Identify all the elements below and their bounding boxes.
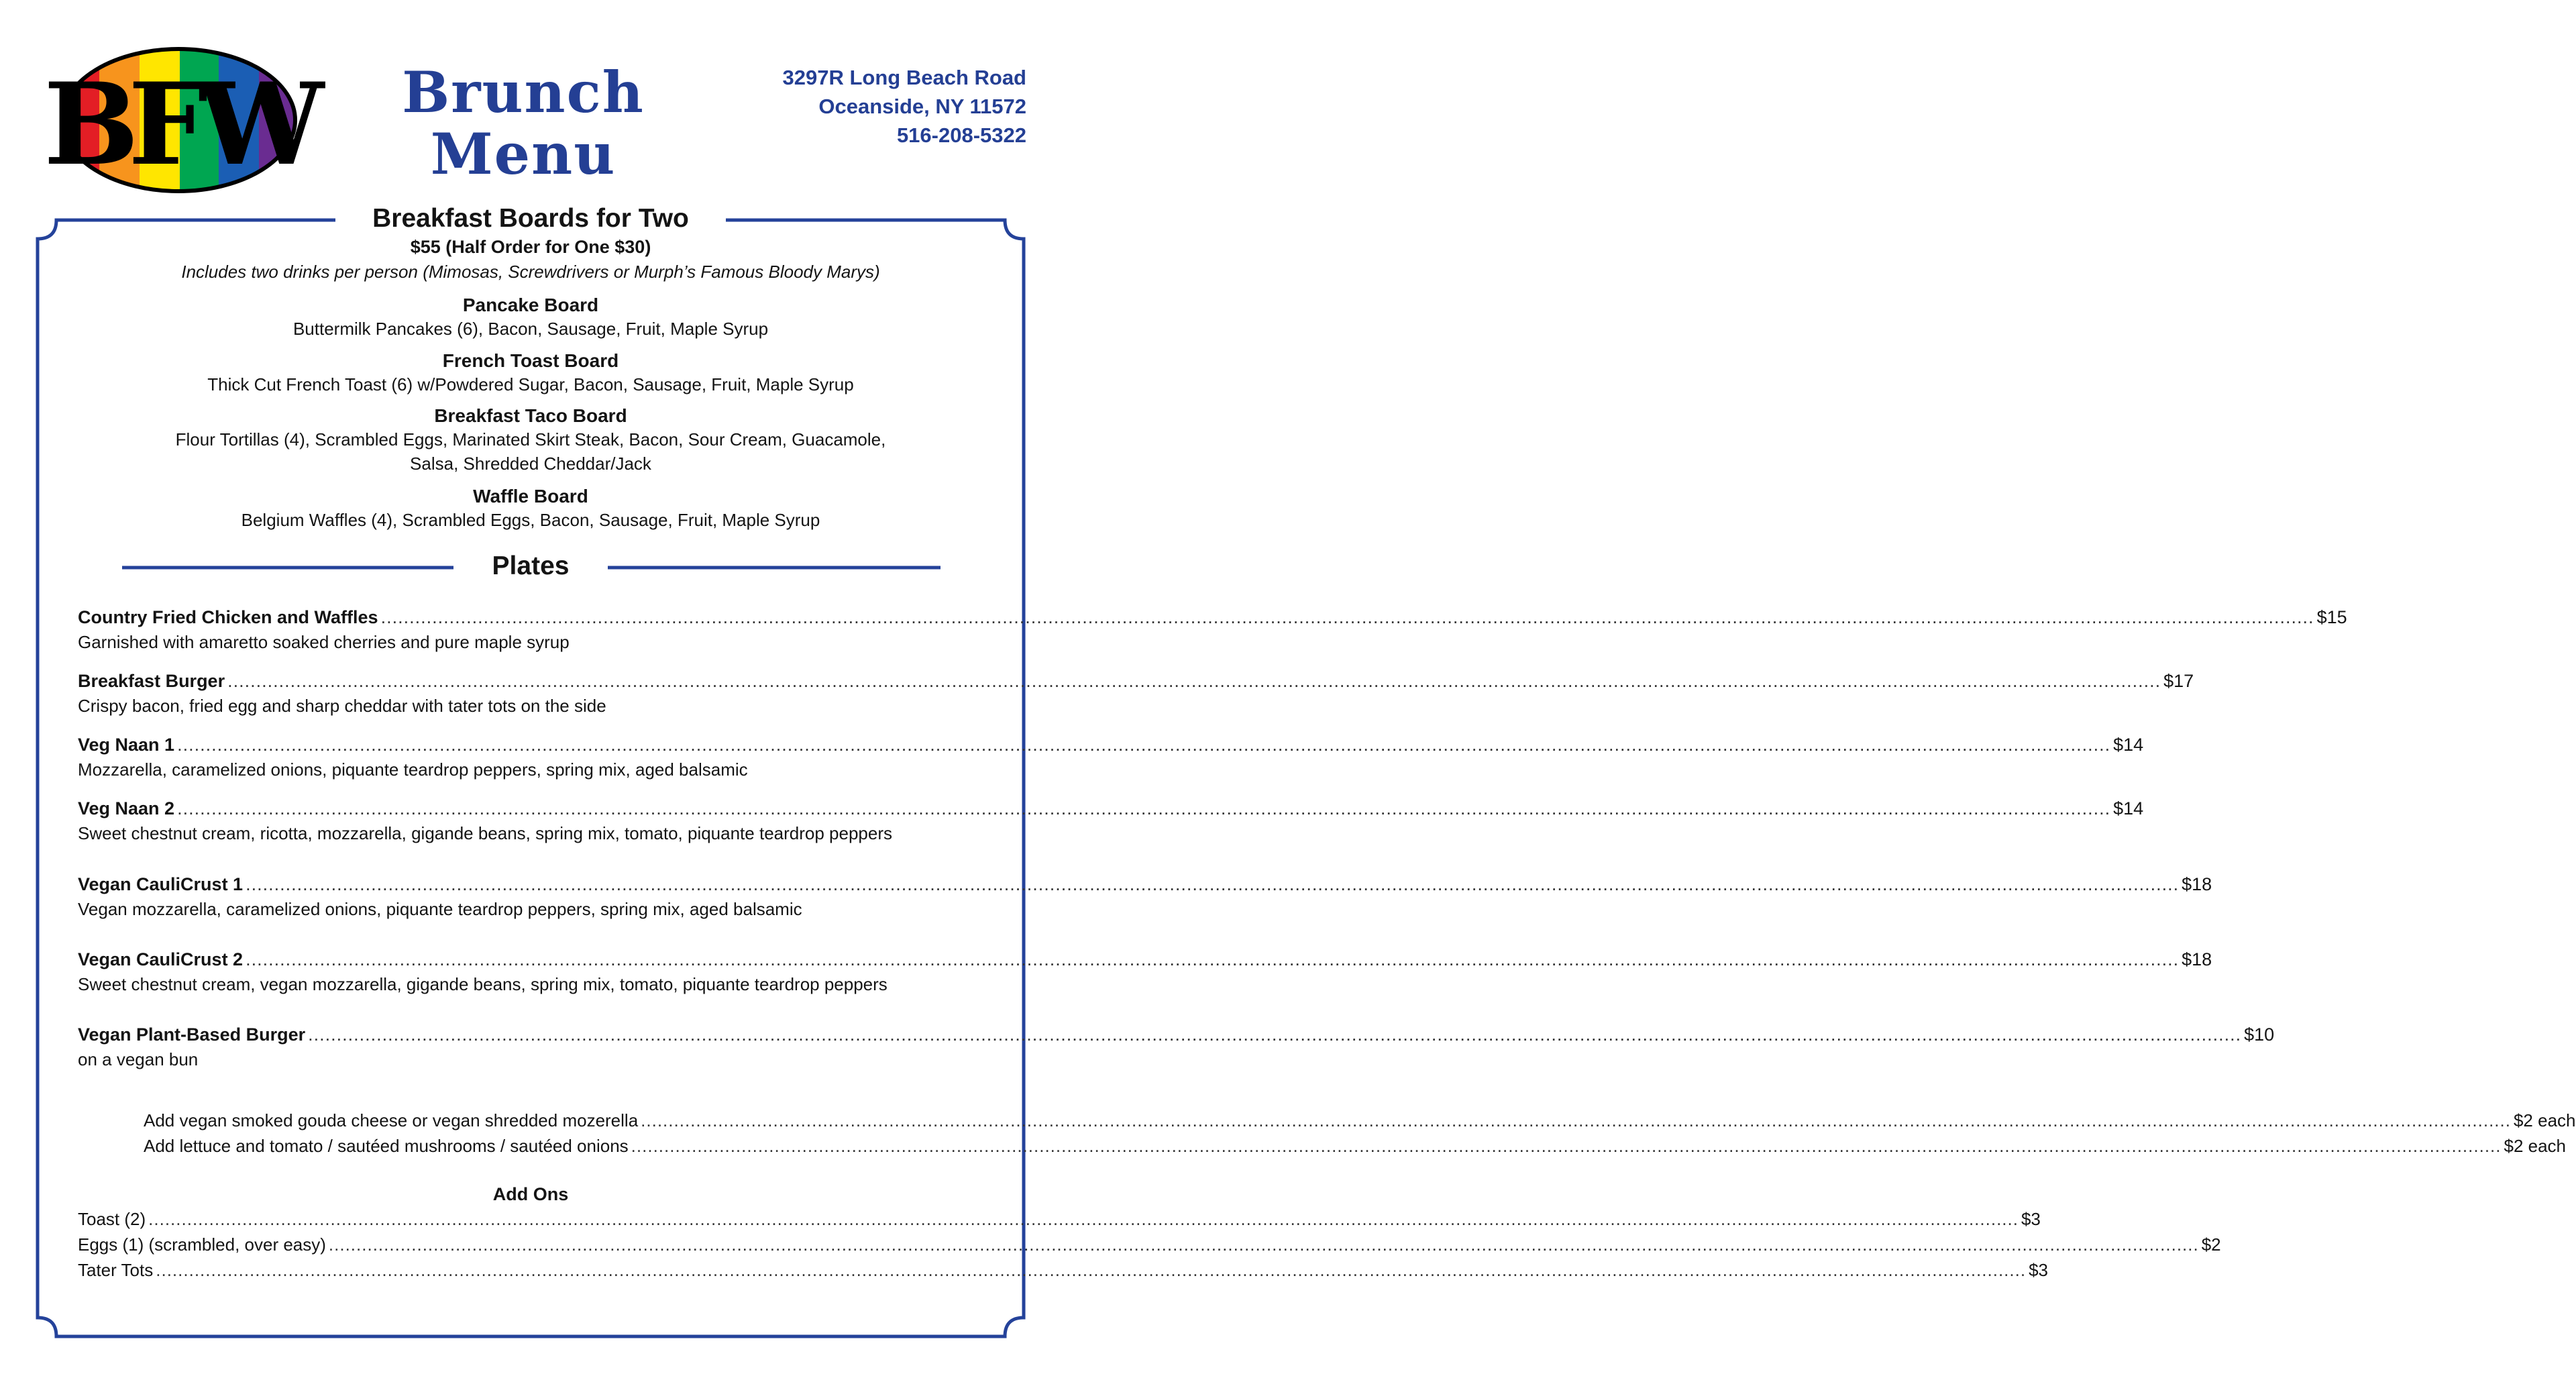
dot-leader <box>148 1206 2019 1232</box>
logo-letters: BFW <box>44 58 313 191</box>
plate-name: Breakfast Burger <box>78 671 225 691</box>
board-item <box>0 405 1061 476</box>
addon-label: Tater Tots <box>78 1260 154 1280</box>
burger-extra-item <box>144 1133 2567 1159</box>
board-item <box>0 350 1061 397</box>
dot-leader <box>246 947 2179 971</box>
board-description: Buttermilk Pancakes (6), Bacon, Sausage, Fruit, Maple Syrup <box>292 319 769 339</box>
plate-name: Vegan CauliCrust 1 <box>78 874 244 894</box>
plate-item <box>78 605 2347 655</box>
dot-leader <box>641 1108 2511 1133</box>
plate-description: on a vegan bun <box>78 1049 199 1069</box>
board-description: Thick Cut French Toast (6) w/Powdered Sugar, Bacon, Sausage, Fruit, Maple Syrup <box>207 374 854 394</box>
address-city: Oceanside, NY 11572 <box>818 95 1026 118</box>
boards-price: $55 (Half Order for One $30) <box>410 237 651 257</box>
board-name: Waffle Board <box>473 486 588 507</box>
plates-heading: Plates <box>492 551 570 580</box>
plate-description: Garnished with amaretto soaked cherries and pure maple syrup <box>78 632 570 652</box>
plate-description: Sweet chestnut cream, ricotta, mozzarella, gigande beans, spring mix, tomato, piquante teardrop peppers <box>78 823 892 843</box>
plate-item <box>78 872 2212 922</box>
plate-description: Mozzarella, caramelized onions, piquante teardrop peppers, spring mix, aged balsamic <box>78 759 748 780</box>
plate-name: Country Fried Chicken and Waffles <box>78 607 378 627</box>
menu-title-line1: Brunch <box>402 59 645 125</box>
plate-name: Vegan CauliCrust 2 <box>78 949 244 969</box>
phone-number: 516-208-5322 <box>896 123 1026 147</box>
addon-price: $2 <box>2201 1234 2221 1255</box>
plate-price: $18 <box>2182 949 2212 969</box>
dot-leader <box>631 1133 2502 1159</box>
addon-item <box>78 1206 2041 1232</box>
plate-price: $10 <box>2244 1024 2275 1045</box>
plate-item <box>78 947 2212 997</box>
board-name: Pancake Board <box>462 295 599 315</box>
plate-item <box>78 733 2144 782</box>
plate-description: Crispy bacon, fried egg and sharp cheddar with tater tots on the side <box>78 696 606 716</box>
board-item <box>0 294 1061 341</box>
dot-leader <box>227 669 2161 693</box>
plate-name: Veg Naan 1 <box>78 735 175 755</box>
plate-item <box>78 1022 2275 1072</box>
plate-price: $14 <box>2113 735 2144 755</box>
board-name: Breakfast Taco Board <box>434 405 627 426</box>
extra-price: $2 each <box>2513 1110 2576 1130</box>
addons-heading: Add Ons <box>492 1184 569 1204</box>
board-description: Salsa, Shredded Cheddar/Jack <box>410 454 651 474</box>
dot-leader <box>329 1232 2199 1257</box>
board-item <box>0 485 1061 532</box>
board-description: Belgium Waffles (4), Scrambled Eggs, Bacon, Sausage, Fruit, Maple Syrup <box>241 510 820 530</box>
plate-price: $17 <box>2163 671 2194 691</box>
extra-price: $2 each <box>2504 1136 2567 1156</box>
plate-name: Veg Naan 2 <box>78 798 175 818</box>
addon-label: Toast (2) <box>78 1209 146 1229</box>
dot-leader <box>308 1022 2241 1047</box>
addon-price: $3 <box>2029 1260 2048 1280</box>
boards-heading: Breakfast Boards for Two <box>372 204 689 233</box>
plate-description: Vegan mozzarella, caramelized onions, piquante teardrop peppers, spring mix, aged balsamic <box>78 899 802 919</box>
board-name: French Toast Board <box>442 350 619 371</box>
addon-price: $3 <box>2021 1209 2041 1229</box>
board-description: Flour Tortillas (4), Scrambled Eggs, Marinated Skirt Steak, Bacon, Sour Cream, Guacamole, <box>175 429 886 450</box>
burger-extra-item <box>144 1108 2576 1133</box>
dot-leader <box>381 605 2314 629</box>
plate-item <box>78 796 2144 846</box>
dot-leader <box>246 872 2179 896</box>
plate-item <box>78 669 2194 719</box>
addon-item <box>78 1232 2221 1257</box>
dot-leader <box>177 733 2110 757</box>
boards-drinks-note: Includes two drinks per person (Mimosas, Screwdrivers or Murph’s Famous Bloody Marys) <box>181 262 880 282</box>
extra-label: Add lettuce and tomato / sautéed mushrooms / sautéed onions <box>144 1136 629 1156</box>
plate-price: $15 <box>2316 607 2347 627</box>
addon-item <box>78 1257 2048 1283</box>
dot-leader <box>177 796 2110 821</box>
plate-name: Vegan Plant-Based Burger <box>78 1024 306 1045</box>
plate-description: Sweet chestnut cream, vegan mozzarella, gigande beans, spring mix, tomato, piquante teardrop peppers <box>78 974 888 994</box>
address-street: 3297R Long Beach Road <box>782 66 1026 89</box>
menu-title-line2: Menu <box>430 121 616 187</box>
plate-price: $18 <box>2182 874 2212 894</box>
extra-label: Add vegan smoked gouda cheese or vegan shredded mozerella <box>144 1110 639 1130</box>
plate-price: $14 <box>2113 798 2144 818</box>
dot-leader <box>156 1257 2026 1283</box>
addon-label: Eggs (1) (scrambled, over easy) <box>78 1234 326 1255</box>
